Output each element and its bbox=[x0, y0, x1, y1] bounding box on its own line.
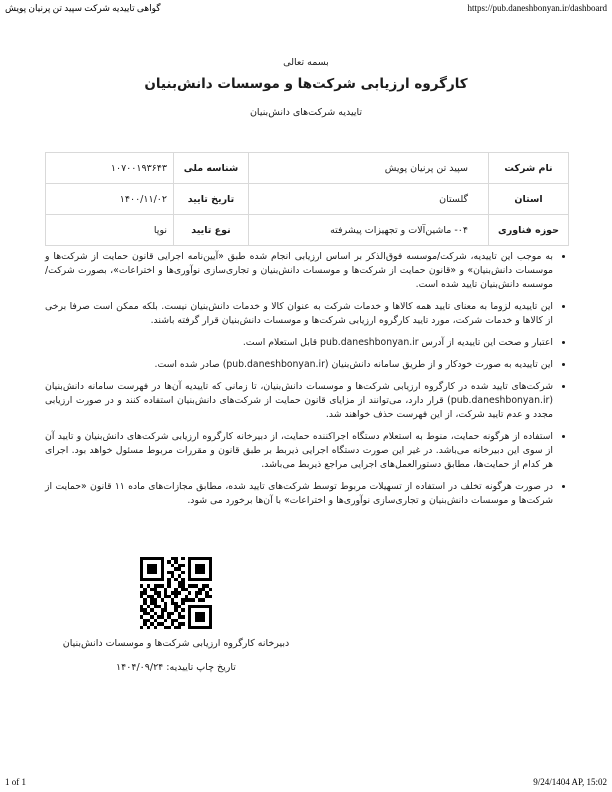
print-header bbox=[5, 3, 607, 14]
terms-list bbox=[45, 250, 567, 516]
qr-code bbox=[140, 557, 212, 629]
info-value: ۱۰۷۰۰۱۹۳۶۴۳ bbox=[46, 153, 174, 184]
info-row bbox=[46, 153, 569, 184]
terms-item: • شرکت‌های تایید شده در کارگروه ارزیابی شرکت‌ها و موسسات دانش‌بنیان، تا زمانی که تاییدیه آن‌ها در فهرست سامانه دانش‌بنیان (pub.daneshbonyan.ir) قرار دارد، می‌توانند از مزایای قانون حمایت از شرکت‌های دانش‌بنیان استفاده کنند و در صورت ارزیابی مجدد و عدم تایید شرکت، از این فهرست حذف خواهند شد. bbox=[45, 380, 553, 422]
info-label: شناسه ملی bbox=[174, 153, 249, 184]
terms-item: • استفاده از هرگونه حمایت، منوط به استعلام دستگاه اجراکننده حمایت، از دبیرخانه کارگروه ارزیابی شرکت‌های دانش‌بنیان و تایید آن از سوی این دبیرخانه می‌باشد. در غیر این صورت دستگاه اجرایی ذیربط بر طبق قانون و مقررات مربوط مسئول خواهد بود. اجرای هر کدام از حمایت‌ها، مطابق دستورالعمل‌های اجرایی مراجع ذیربط می‌باشد. bbox=[45, 430, 553, 472]
terms-item: • اعتبار و صحت این تاییدیه از آدرس pub.daneshbonyan.ir قابل استعلام است. bbox=[45, 336, 553, 350]
info-value: ۱۴۰۰/۱۱/۰۲ bbox=[46, 184, 174, 215]
terms-item: • در صورت هرگونه تخلف در استفاده از تسهیلات مربوط توسط شرکت‌های تایید شده، مطابق مجازات‌های ماده ۱۱ قانون «حمایت از شرکت‌ها و موسسات دانش‌بنیان و تجاری‌سازی نوآوری‌ها و اختراعات» با آن‌ها برخورد می شود. bbox=[45, 480, 553, 508]
terms-item: • به موجب این تاییدیه، شرکت/موسسه فوق‌الذکر بر اساس ارزیابی انجام شده طبق «آیین‌نامه اجرایی قانون حمایت از شرکت‌ها و موسسات دانش‌بنیان» و «قانون حمایت از شرکت‌ها و موسسات دانش‌بنیان و تجاری‌سازی نوآوری‌ها و اختراعات»، بصورت شرکت/موسسه دانش‌بنیان تایید شده است. bbox=[45, 250, 553, 292]
secretariat-line: دبیرخانه کارگروه ارزیابی شرکت‌ها و موسسات دانش‌بنیان bbox=[62, 638, 290, 649]
info-value: نوپا bbox=[46, 215, 174, 246]
company-info-table bbox=[45, 152, 569, 246]
document-title: کارگروه ارزیابی شرکت‌ها و موسسات دانش‌بنیان bbox=[144, 76, 468, 92]
print-footer bbox=[5, 777, 607, 787]
terms-item: • این تاییدیه به صورت خودکار و از طریق سامانه دانش‌بنیان (pub.daneshbonyan.ir) صادر شده است. bbox=[45, 358, 553, 372]
info-label: نوع تایید bbox=[174, 215, 249, 246]
print-header-title: گواهی تاییدیه شرکت سپید تن پرنیان پویش bbox=[5, 3, 161, 13]
bismillah-text: بسمه تعالی bbox=[283, 57, 329, 68]
info-value: گلستان bbox=[249, 184, 489, 215]
page-count: 1 of 1 bbox=[5, 777, 26, 787]
qr-block bbox=[40, 557, 312, 673]
print-header-url: https://pub.daneshbonyan.ir/dashboard bbox=[467, 3, 607, 13]
terms-item: • این تاییدیه لزوما به معنای تایید همه کالاها و خدمات شرکت به عنوان کالا و خدمات دانش‌بنیان نیست. بلکه ممکن است صرفا برخی از کالاها و خدمات شرکت، مورد تایید کارگروه ارزیابی شرکت‌ها و موسسات دانش‌بنیان قرار گرفته باشند. bbox=[45, 300, 553, 328]
info-label: نام شرکت bbox=[489, 153, 569, 184]
print-date-line: تاریخ چاپ تاییدیه: ۱۴۰۴/۰۹/۲۴ bbox=[116, 662, 236, 673]
info-label: استان bbox=[489, 184, 569, 215]
info-value: ۰۴- ماشین‌آلات و تجهیزات پیشرفته bbox=[249, 215, 489, 246]
info-value: سپید تن پرنیان پویش bbox=[249, 153, 489, 184]
info-label: حوزه فناوری bbox=[489, 215, 569, 246]
print-datetime: 9/24/1404 AP, 15:02 bbox=[533, 777, 607, 787]
info-row bbox=[46, 184, 569, 215]
info-row bbox=[46, 215, 569, 246]
document-subtitle: تاییدیه شرکت‌های دانش‌بنیان bbox=[249, 107, 363, 118]
info-label: تاریخ تایید bbox=[174, 184, 249, 215]
